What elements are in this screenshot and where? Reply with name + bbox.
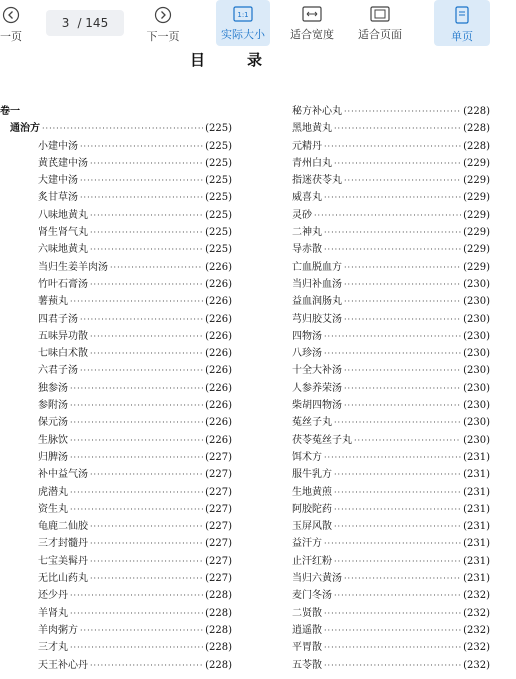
toc-entry[interactable] [290,501,490,518]
toc-entry-name: 资生丸 [38,503,68,515]
leader-dots [324,138,461,155]
toc-entry-page: (227) [205,503,232,515]
toc-entry[interactable] [290,189,490,206]
next-page-label: 下一页 [146,30,180,43]
toc-entry-name: 七宝美髯丹 [38,555,88,567]
toc-entry[interactable] [290,587,490,604]
leader-dots [70,587,203,604]
toc-entry-name: 黄芪建中汤 [38,157,88,169]
toc-entry-page: (225) [205,209,232,221]
toc-entry[interactable] [290,103,490,120]
toc-entry[interactable] [0,605,232,622]
toc-entry[interactable] [290,138,490,155]
toc-entry[interactable] [290,276,490,293]
leader-dots [324,622,461,639]
viewer-toolbar [0,0,516,50]
toc-entry[interactable] [290,155,490,172]
toc-entry-name: 无比山药丸 [38,573,88,585]
toc-entry-page: (228) [205,624,232,636]
leader-dots [70,605,203,622]
toc-entry-page: (231) [463,503,490,515]
toc-entry[interactable] [0,466,232,483]
leader-dots [344,362,461,379]
toc-entry-page: (230) [463,434,490,446]
toc-entry[interactable] [0,432,232,449]
leader-dots [80,311,203,328]
toc-entry-name: 生脉饮 [38,434,68,446]
leader-dots [90,328,203,345]
toc-entry[interactable] [0,189,232,206]
page-number-field[interactable] [46,10,124,36]
toc-entry[interactable] [290,259,490,276]
toc-entry-name: 羊肉粥方 [38,624,78,636]
toc-entry-page: (231) [463,469,490,481]
toc-entry-name: 六味地黄丸 [38,244,88,256]
toc-entry-page: (229) [463,227,490,239]
toc-entry-page: (225) [205,227,232,239]
toc-entry[interactable] [290,657,490,674]
toc-entry[interactable] [290,484,490,501]
toc-entry-page: (229) [463,261,490,273]
toc-entry-page: (230) [463,417,490,429]
toc-entry-name: 当归补血汤 [292,278,342,290]
toc-entry-name: 灵砂 [292,209,312,221]
toc-entry[interactable] [290,397,490,414]
toc-entry-name: 芎归胶艾汤 [292,313,342,325]
leader-dots [324,535,461,552]
toc-entry-page: (230) [463,296,490,308]
toc-entry-page: (226) [205,417,232,429]
leader-dots [70,449,203,466]
prev-page-button[interactable] [0,6,28,46]
toc-entry-page: (227) [205,486,232,498]
toc-entry[interactable] [290,518,490,535]
toc-entry[interactable] [0,484,232,501]
toc-entry-page: (226) [205,348,232,360]
leader-dots [334,553,461,570]
leader-dots [70,397,203,414]
toc-entry[interactable] [0,622,232,639]
toc-entry-page: (228) [205,659,232,671]
toc-entry-name: 炙甘草汤 [38,192,78,204]
toc-entry-name: 羊肾丸 [38,607,68,619]
toc-left-column [0,103,232,674]
toc-entry[interactable] [290,224,490,241]
toc-entry[interactable] [0,587,232,604]
toc-entry[interactable] [0,276,232,293]
chevron-right-icon [154,6,172,24]
toc-entry-name: 肾生肾气丸 [38,227,88,239]
leader-dots [70,639,203,656]
toc-entry-name: 大建中汤 [38,175,78,187]
toc-entry-name: 竹叶石膏汤 [38,278,88,290]
toc-entry[interactable] [0,241,232,258]
toc-entry-name: 生地黄煎 [292,486,332,498]
toc-entry-page: (232) [463,590,490,602]
leader-dots [334,120,461,137]
toc-entry-name: 秘方补心丸 [292,106,342,117]
toc-entry-name: 当归生姜羊肉汤 [38,261,108,273]
leader-dots [324,345,461,362]
toc-entry-name: 补中益气汤 [38,469,88,481]
leader-dots [334,518,461,535]
toc-entry-name: 龟鹿二仙胶 [38,521,88,533]
toc-entry[interactable] [290,570,490,587]
toc-entry-name: 阿胶陀药 [292,503,332,515]
leader-dots [90,207,203,224]
toc-entry-name: 六君子汤 [38,365,78,377]
toc-entry-name: 还少丹 [38,590,68,602]
fit-width-icon [302,6,322,22]
single-page-icon [454,6,470,24]
toc-entry[interactable] [290,120,490,137]
toc-entry-name: 服牛乳方 [292,469,332,481]
toc-entry-page: (231) [463,555,490,567]
toc-entry[interactable] [0,570,232,587]
toc-entry-name: 归脾汤 [38,451,68,463]
toc-entry[interactable] [290,172,490,189]
leader-dots [90,466,203,483]
leader-dots [324,449,461,466]
leader-dots [334,155,461,172]
toc-entry[interactable] [290,380,490,397]
toc-entry-name: 麦门冬汤 [292,590,332,602]
actual-size-label: 实际大小 [221,28,265,41]
toc-entry-page: (228) [205,590,232,602]
toc-entry-name: 四君子汤 [38,313,78,325]
toc-entry-name: 饵术方 [292,451,322,463]
leader-dots [334,501,461,518]
toc-entry-name: 四物汤 [292,330,322,342]
toc-entry-page: (230) [463,313,490,325]
leader-dots [324,241,461,258]
toc-entry[interactable] [290,466,490,483]
toc-entry-name: 指迷茯苓丸 [292,175,342,187]
toc-title: 目录 [190,51,305,69]
leader-dots [344,311,461,328]
toc-entry-name: 五味异功散 [38,330,88,342]
leader-dots [80,189,203,206]
toc-entry-page: (228) [463,123,490,135]
toc-entry-name: 十全大补汤 [292,365,342,377]
toc-entry[interactable] [0,535,232,552]
leader-dots [344,380,461,397]
leader-dots [70,501,203,518]
toc-entry[interactable] [290,362,490,379]
next-page-button[interactable] [140,6,186,46]
toc-entry[interactable] [290,605,490,622]
toc-entry-page: (225) [205,157,232,169]
leader-dots [42,120,203,137]
toc-entry-page: (226) [205,365,232,377]
toc-entry-name: 七味白术散 [38,348,88,360]
toc-entry-name: 三才封髓丹 [38,538,88,550]
leader-dots [90,553,203,570]
toc-entry-page: (226) [205,296,232,308]
leader-dots [90,570,203,587]
leader-dots [344,259,461,276]
toc-entry-page: (227) [205,469,232,481]
toc-entry[interactable] [0,138,232,155]
toc-entry[interactable] [290,639,490,656]
fit-page-label: 适合页面 [358,28,402,41]
leader-dots [344,276,461,293]
toc-entry[interactable] [0,207,232,224]
toc-entry-page: (229) [463,157,490,169]
toc-entry-name: 薯蓣丸 [38,296,68,308]
toc-entry[interactable] [0,501,232,518]
toc-entry-name: 菟丝子丸 [292,417,332,429]
toc-entry-page: (228) [463,106,490,117]
leader-dots [354,432,461,449]
toc-entry[interactable] [0,518,232,535]
toc-entry-page: (228) [205,642,232,654]
toc-entry-page: (226) [205,434,232,446]
leader-dots [324,657,461,674]
chevron-left-icon [2,6,20,24]
leader-dots [70,293,203,310]
leader-dots [324,189,461,206]
leader-dots [70,484,203,501]
toc-entry-page: (226) [205,278,232,290]
leader-dots [324,639,461,656]
toc-entry-page: (228) [463,140,490,152]
toc-entry-name: 五苓散 [292,659,322,671]
leader-dots [344,397,461,414]
leader-dots [70,432,203,449]
toc-entry[interactable] [0,155,232,172]
toc-entry-page: (227) [205,451,232,463]
toc-entry-page: (230) [463,348,490,360]
toc-entry-name: 二神丸 [292,227,322,239]
leader-dots [90,155,203,172]
toc-entry-page: (228) [205,607,232,619]
leader-dots [344,570,461,587]
toc-entry-name: 当归六黄汤 [292,573,342,585]
toc-entry-page: (230) [463,330,490,342]
leader-dots [324,328,461,345]
toc-entry-page: (232) [463,624,490,636]
fit-page-button[interactable] [354,6,406,46]
toc-entry[interactable] [0,259,232,276]
prev-page-label: 一页 [0,30,22,43]
single-page-label: 单页 [451,30,473,43]
toc-entry[interactable] [0,120,232,137]
leader-dots [314,207,461,224]
leader-dots [334,466,461,483]
toc-entry[interactable] [290,345,490,362]
toc-entry-page: (225) [205,123,232,135]
toc-entry-page: (230) [463,382,490,394]
toc-entry[interactable] [0,397,232,414]
toc-entry-name: 参附汤 [38,400,68,412]
toc-entry-name: 益汗方 [292,538,322,550]
toc-entry-name: 亡血脱血方 [292,261,342,273]
toc-entry-name: 柴胡四物汤 [292,400,342,412]
single-page-button[interactable] [434,0,490,46]
leader-dots [110,259,203,276]
leader-dots [90,276,203,293]
toc-entry[interactable] [290,241,490,258]
page-total: / 145 [77,16,109,30]
leader-dots [90,657,203,674]
toc-entry-name: 小建中汤 [38,140,78,152]
leader-dots [324,605,461,622]
actual-size-button[interactable] [216,0,270,46]
toc-entry-name: 逍遥散 [292,624,322,636]
toc-entry-name: 青州白丸 [292,157,332,169]
toc-entry-page: (229) [463,175,490,187]
leader-dots [324,224,461,241]
toc-entry-name: 保元汤 [38,417,68,429]
leader-dots [334,587,461,604]
toc-entry[interactable] [0,172,232,189]
toc-entry-page: (225) [205,192,232,204]
toc-entry[interactable] [290,432,490,449]
toc-entry[interactable] [290,328,490,345]
toc-entry[interactable] [290,535,490,552]
toc-entry-page: (226) [205,261,232,273]
toc-entry[interactable] [290,449,490,466]
toc-entry-page: (231) [463,451,490,463]
leader-dots [90,518,203,535]
toc-entry-page: (230) [463,278,490,290]
toc-entry-page: (225) [205,244,232,256]
fit-width-button[interactable] [286,6,338,46]
toc-entry-name: 黑地黄丸 [292,123,332,135]
toc-entry-page: (226) [205,330,232,342]
toc-entry[interactable] [0,224,232,241]
actual-size-icon [233,6,253,22]
toc-entry-page: (225) [205,140,232,152]
leader-dots [344,172,461,189]
leader-dots [90,241,203,258]
leader-dots [90,535,203,552]
toc-entry-name: 茯苓菟丝子丸 [292,434,352,446]
toc-entry-name: 益血润肠丸 [292,296,342,308]
toc-entry-page: (229) [463,209,490,221]
toc-entry-name: 威喜丸 [292,192,322,204]
toc-entry[interactable] [290,293,490,310]
toc-entry[interactable] [0,345,232,362]
toc-entry[interactable] [0,328,232,345]
leader-dots [334,414,461,431]
svg-text:1:1: 1:1 [237,11,249,19]
toc-entry-page: (231) [463,521,490,533]
toc-entry-page: (232) [463,607,490,619]
toc-entry-name: 八味地黄丸 [38,209,88,221]
toc-entry-page: (227) [205,555,232,567]
toc-entry-name: 八珍汤 [292,348,322,360]
toc-entry[interactable] [290,311,490,328]
leader-dots [70,414,203,431]
toc-entry-page: (226) [205,382,232,394]
toc-entry-page: (229) [463,244,490,256]
toc-entry[interactable] [0,449,232,466]
toc-entry[interactable] [290,553,490,570]
toc-entry[interactable] [0,380,232,397]
fit-page-icon [370,6,390,22]
leader-dots [344,293,461,310]
toc-entry-page: (226) [205,400,232,412]
toc-entry-page: (231) [463,573,490,585]
toc-entry-name: 玉屏风散 [292,521,332,533]
leader-dots [80,172,203,189]
toc-entry-name: 元精丹 [292,140,322,152]
toc-entry-name: 独参汤 [38,382,68,394]
toc-entry-page: (225) [205,175,232,187]
leader-dots [80,362,203,379]
toc-entry-name: 导赤散 [292,244,322,256]
leader-dots [90,345,203,362]
leader-dots [90,224,203,241]
volume-heading: 卷一 [0,106,20,117]
toc-entry[interactable] [0,553,232,570]
toc-entry-name: 平胃散 [292,642,322,654]
toc-entry[interactable] [0,362,232,379]
toc-entry-page: (230) [463,400,490,412]
toc-entry[interactable] [0,414,232,431]
leader-dots [334,484,461,501]
toc-entry-name: 止汗红粉 [292,555,332,567]
toc-entry-page: (227) [205,521,232,533]
toc-entry-page: (230) [463,365,490,377]
leader-dots [80,622,203,639]
toc-entry-page: (226) [205,313,232,325]
toc-entry[interactable] [0,293,232,310]
toc-entry[interactable] [290,207,490,224]
toc-entry-page: (229) [463,192,490,204]
toc-entry-page: (231) [463,538,490,550]
toc-right-column [290,103,490,674]
toc-entry[interactable] [0,657,232,674]
leader-dots [70,380,203,397]
toc-entry-name: 虎潜丸 [38,486,68,498]
toc-entry-name: 三才丸 [38,642,68,654]
toc-entry-page: (231) [463,486,490,498]
leader-dots [80,138,203,155]
toc-entry[interactable] [290,622,490,639]
toc-entry-page: (232) [463,659,490,671]
toc-entry[interactable] [0,311,232,328]
toc-entry-page: (227) [205,573,232,585]
toc-entry-page: (227) [205,538,232,550]
fit-width-label: 适合宽度 [290,28,334,41]
leader-dots [344,103,461,120]
toc-entry[interactable] [290,414,490,431]
toc-entry-name: 通治方 [10,123,40,135]
toc-entry-name: 二贤散 [292,607,322,619]
current-page-input[interactable]: 3 [61,16,70,30]
toc-entry[interactable] [0,639,232,656]
toc-entry-name: 人参养荣汤 [292,382,342,394]
toc-entry-page: (232) [463,642,490,654]
toc-entry-name: 天王补心丹 [38,659,88,671]
